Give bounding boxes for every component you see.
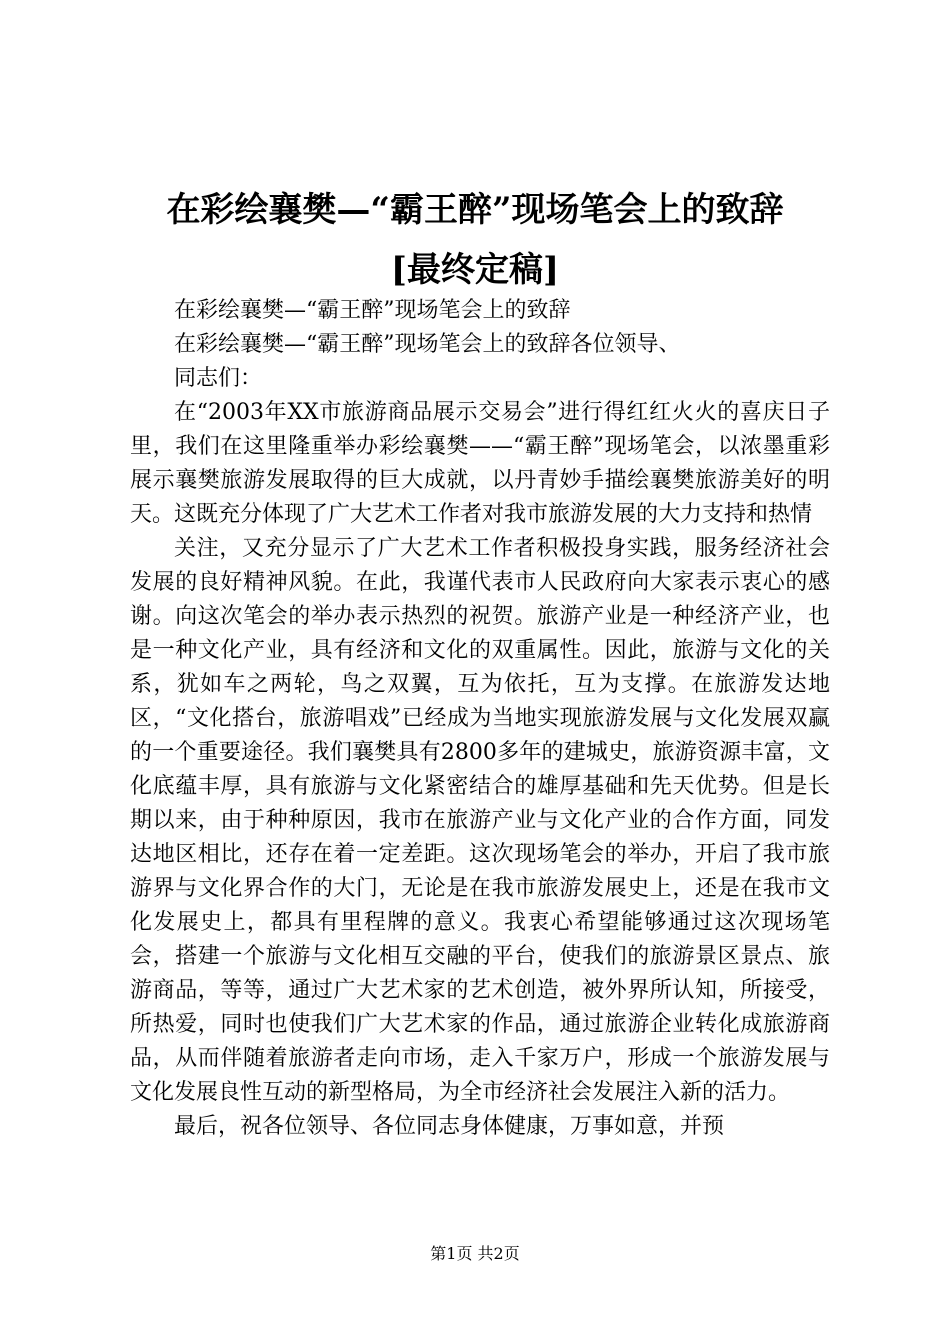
document-title: 在彩绘襄樊—“霸王醉”现场笔会上的致辞: [166, 190, 784, 230]
paragraph-main: 关注，又充分显示了广大艺术工作者积极投身实践，服务经济社会发展的良好精神风貌。在此，我谨代表市人民政府向大家表示衷心的感谢。向这次笔会的举办表示热烈的祝贺。旅游产业是一种经济产业，也是一种文化产业，具有经济和文化的双重属性。因此，旅游与文化的关系，犹如车之两轮，鸟之双翼，互为依托，互为支撑。在旅游发达地区，“文化搭台，旅游唱戏”已经成为当地实现旅游发展与文化发展双赢的一个重要途径。我们襄樊具有2800多年的建城史，旅游资源丰富，文化底蕴丰厚，具有旅游与文化紧密结合的雄厚基础和先天优势。但是长期以来，由于种种原因，我市在旅游产业与文化产业的合作方面，同发达地区相比，还存在着一定差距。这次现场笔会的举办，开启了我市旅游界与文化界合作的大门，无论是在我市旅游发展史上，还是在我市文化发展史上，都具有里程牌的意义。我衷心希望能够通过这次现场笔会，搭建一个旅游与文化相互交融的平台，使我们的旅游景区景点、旅游商品，等等，通过广大艺术家的艺术创造，被外界所认知，所接受，所热爱，同时也使我们广大艺术家的作品，通过旅游企业转化成旅游商品，从而伴随着旅游者走向市场，走入千家万户，形成一个旅游发展与文化发展良性互动的新型格局，为全市经济社会发展注入新的活力。: [130, 536, 830, 1105]
document-title-suffix: [最终定稿]: [390, 250, 560, 290]
paragraph-salutation: 同志们：: [174, 366, 263, 391]
paragraph-heading: 在彩绘襄樊—“霸王醉”现场笔会上的致辞: [174, 298, 571, 323]
paragraph-closing: 最后，祝各位领导、各位同志身体健康，万事如意，并预: [174, 1114, 725, 1139]
page-number-footer: 第1页 共2页: [430, 1244, 520, 1263]
document-body: [130, 294, 830, 1144]
paragraph-heading-salutation: 在彩绘襄樊—“霸王醉”现场笔会上的致辞各位领导、: [174, 332, 681, 357]
paragraph-opening: 在“2003年XX市旅游商品展示交易会”进行得红红火火的喜庆日子里，我们在这里隆重举办彩绘襄樊——“霸王醉”现场笔会，以浓墨重彩展示襄樊旅游发展取得的巨大成就，以丹青妙手描绘襄樊旅游美好的明天。这既充分体现了广大艺术工作者对我市旅游发展的大力支持和热情: [130, 400, 830, 527]
